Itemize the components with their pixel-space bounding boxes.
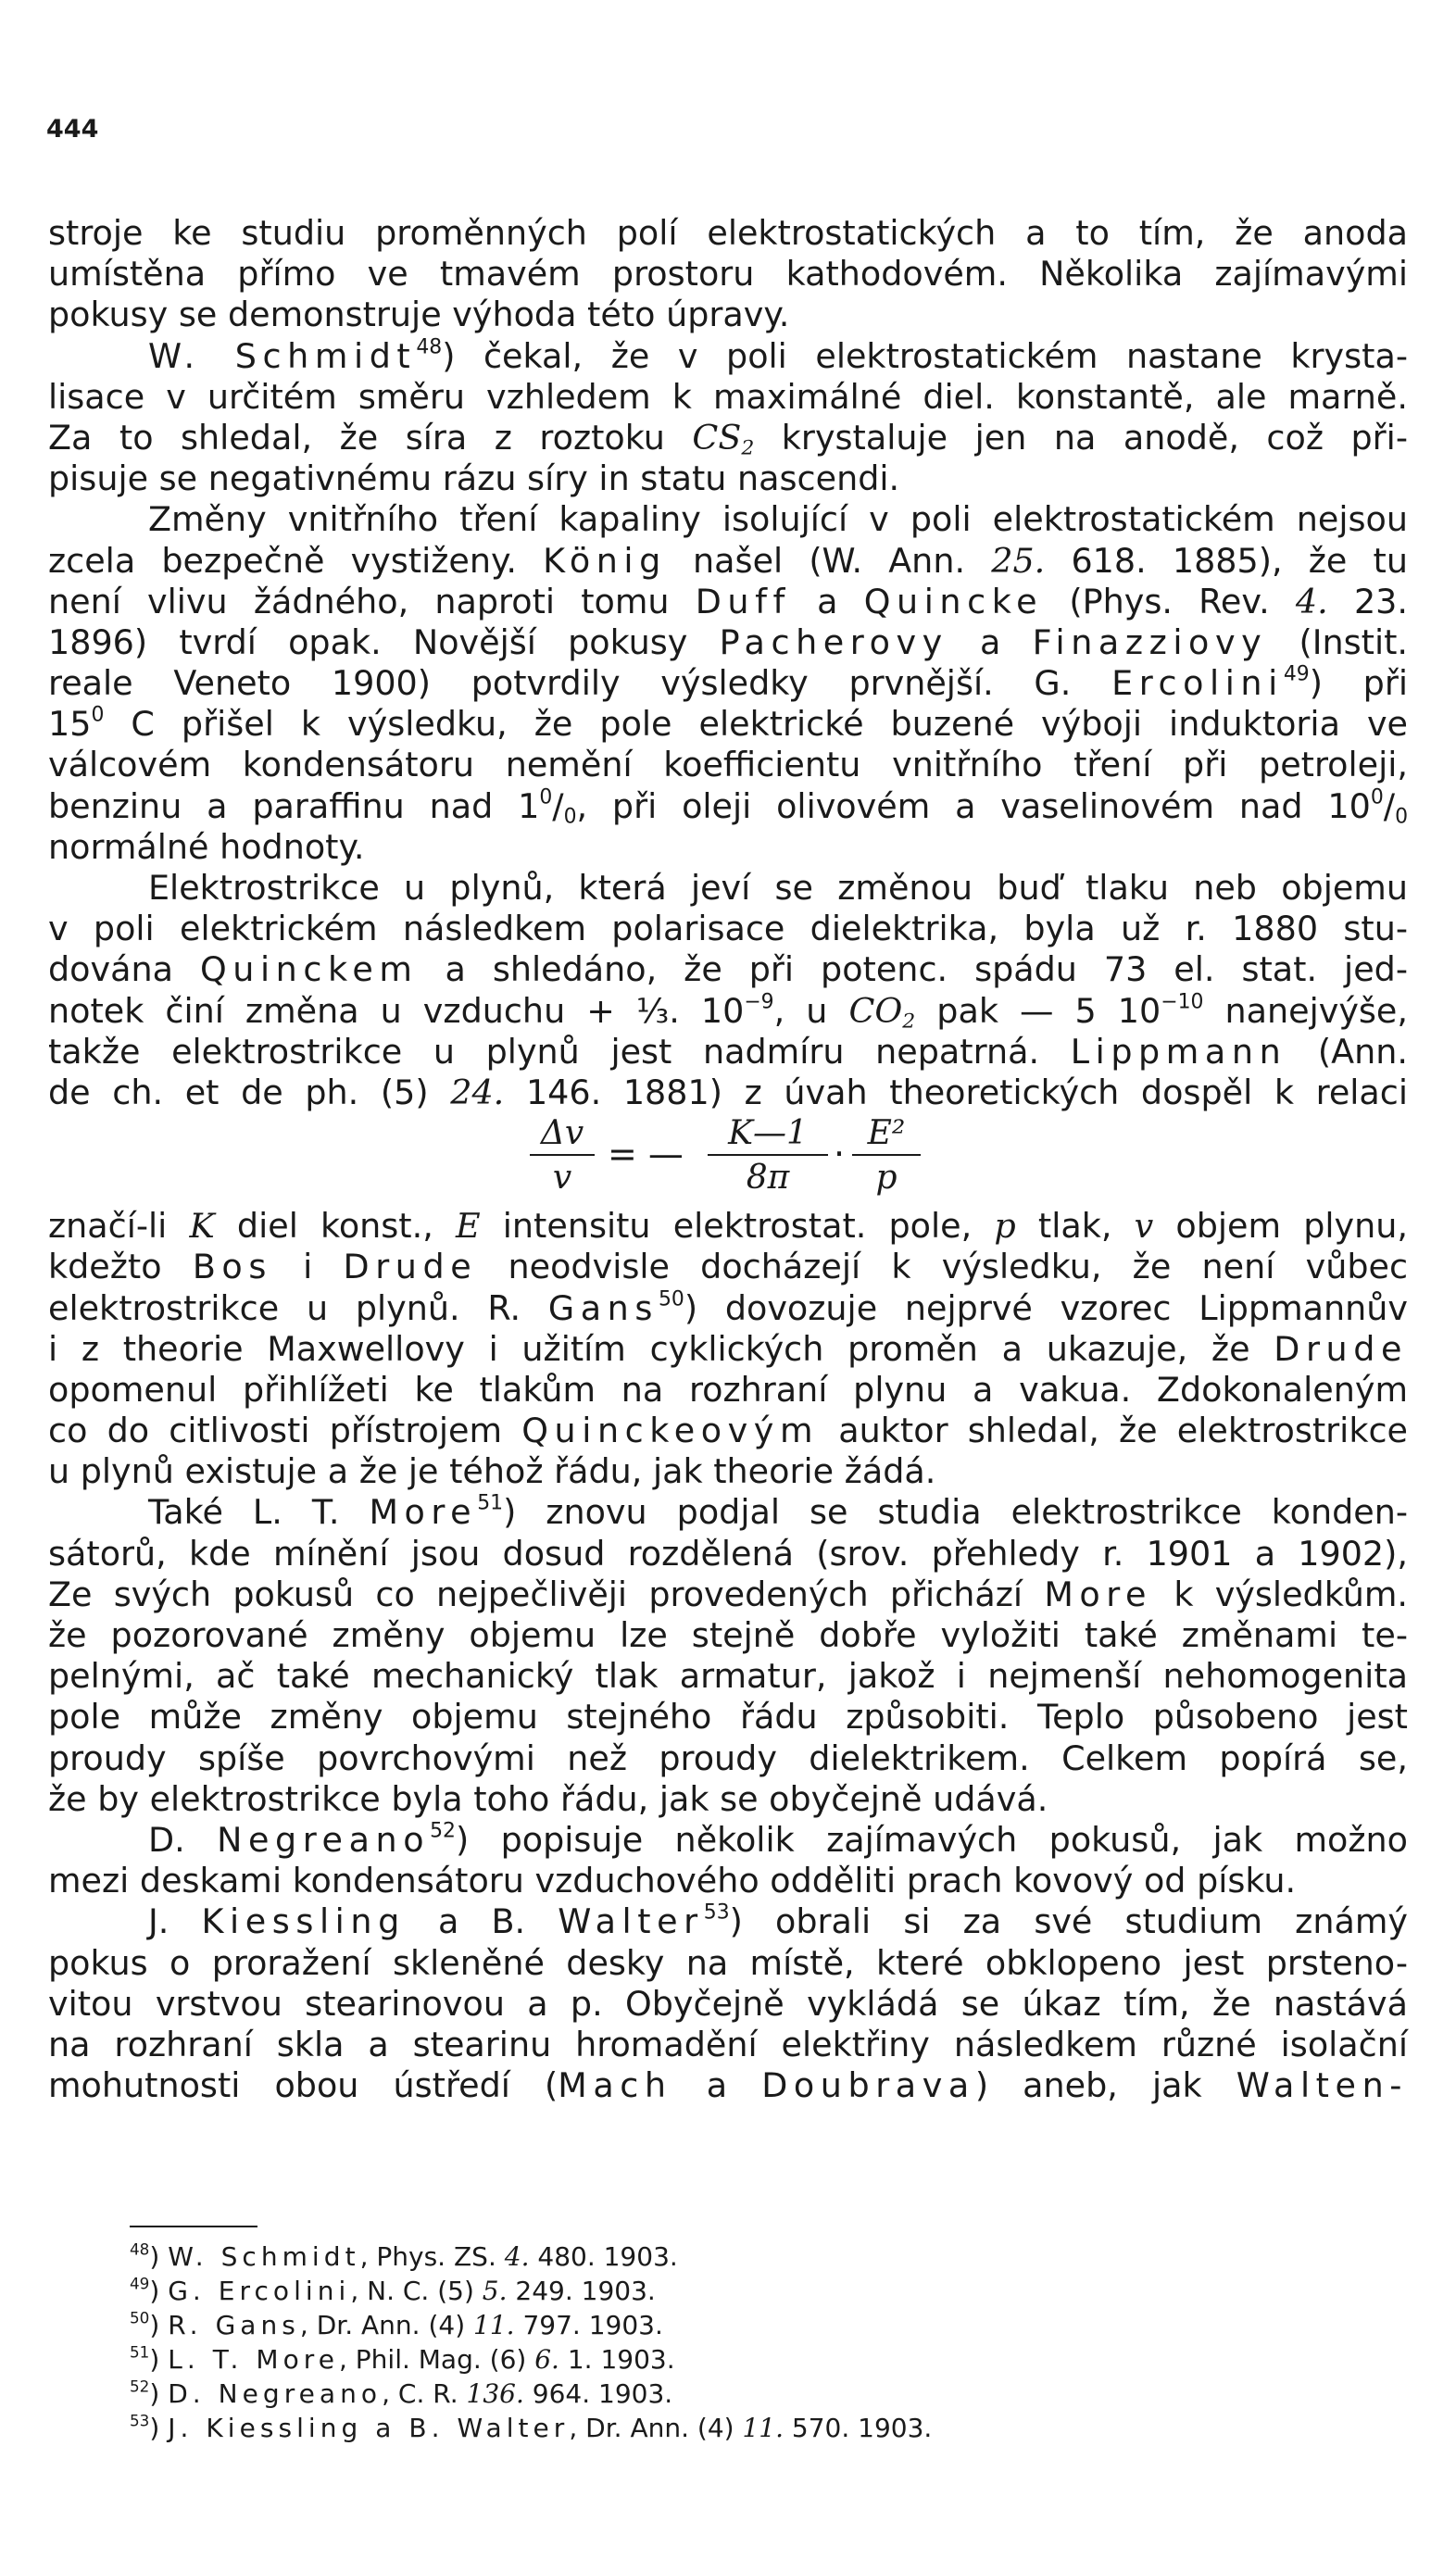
author-name: Duff [695, 581, 791, 621]
text-span: není vlivu žádného, naproti tomu [48, 581, 670, 621]
author-name: More [369, 1492, 478, 1533]
text-span: objem plynu, [1175, 1206, 1408, 1247]
footnote-number: 52 [130, 2377, 150, 2396]
footnote-ref: 50 [658, 1287, 684, 1311]
exponent: −10 [1161, 990, 1204, 1014]
text-span: takže elektrostrikce u plynů jest nadmíru nepatrná. [48, 1031, 1040, 1072]
page-number: 444 [46, 115, 99, 144]
formula-co2: $CO_2$ [848, 990, 916, 1034]
text-span: , u [773, 990, 828, 1031]
text-line [48, 541, 1408, 582]
footnote-number: 49 [130, 2274, 150, 2293]
text-span: diel konst., [236, 1206, 433, 1247]
footnote-author: J. Kiessling a B. Walter [168, 2413, 570, 2443]
text-span: značí-li [48, 1206, 168, 1247]
text-span: i z theorie Maxwellovy i užitím cyklických proměn a ukazuje, že [48, 1328, 1250, 1369]
author-name: Doubrava [761, 2065, 975, 2106]
text-span: notek činí změna u vzduchu + ⅓. 10 [48, 990, 745, 1031]
author-name: Walten- [1236, 2065, 1409, 2106]
text-line: lisace v určitém směru vzhledem k maximálné diel. konstantě, ale marně. [48, 376, 1408, 417]
text-line [48, 1032, 1408, 1073]
text-span: dována [48, 949, 173, 990]
text-span: C přišel k výsledku, že pole elektrické buzené výboji induktoria ve [131, 704, 1409, 745]
text-span: 23. [1353, 581, 1408, 621]
text-line [48, 1206, 1408, 1247]
denominator: 8π [746, 1159, 790, 1198]
text-line: umístěna přímo ve tmavém prostoru kathodovém. Několika zajímavými [48, 254, 1408, 295]
text-line [48, 582, 1408, 622]
text-span: ) čekal, že v poli elektrostatickém nastane krysta- [442, 335, 1409, 376]
author-name: W. Schmidt [148, 335, 417, 376]
numerator: K—1 [708, 1113, 828, 1156]
volume-number: 24. [450, 1072, 505, 1112]
text-span: (Ann. [1317, 1031, 1408, 1072]
text-span: ) obrali si za své studium známý [729, 1901, 1408, 1942]
author-name: Bos [192, 1247, 272, 1287]
volume-number: 11. [473, 2310, 515, 2340]
footnote-number: 48 [130, 2239, 150, 2259]
footnote-ref: 48 [416, 335, 443, 359]
footnote-author: G. Ercolini [168, 2276, 351, 2306]
text-line [48, 949, 1408, 990]
text-line: na rozhraní skla a stearinu hromadění elektřiny následkem různé isolační [48, 2024, 1408, 2064]
footnote-author: L. T. More [168, 2344, 339, 2375]
text-span: 15 [48, 704, 92, 745]
fraction-dv-v [530, 1113, 595, 1197]
text-span: 618. 1885), že tu [1071, 540, 1408, 581]
fraction-k [708, 1113, 828, 1197]
footnote: $^{53}$) J. Kiessling a B. Walter, Dr. Ann. (4) 11. 570. 1903. [130, 2411, 933, 2443]
volume-number: 4. [1295, 581, 1328, 621]
footnote-source: , Phys. ZS. [359, 2241, 496, 2272]
author-name: More [1044, 1574, 1153, 1614]
text-line [48, 1411, 1408, 1451]
text-line [48, 663, 1408, 704]
text-line: pole může změny objemu stejného řádu způsobiti. Teplo působeno jest [48, 1697, 1408, 1737]
text-span: a [980, 621, 1001, 662]
footnotes [130, 2239, 932, 2445]
author-name: Walter [558, 1901, 704, 1942]
text-span: k výsledkům. [1174, 1574, 1408, 1614]
footnote-ref: 49 [1283, 662, 1310, 686]
author-name: Kiessling [201, 1901, 406, 1942]
numerator: E² [852, 1113, 921, 1156]
text-span: Za to shledal, že síra z roztoku [48, 417, 665, 458]
footnote-number: 50 [130, 2308, 150, 2327]
text-line: Elektrostrikce u plynů, která jeví se změnou buď tlaku neb objemu [148, 868, 1408, 908]
text-line: u plynů existuje a že je téhož řádu, jak theorie žádá. [48, 1451, 936, 1492]
text-line: mezi deskami kondensátoru vzduchového odděliti prach kovový od písku. [48, 1861, 1297, 1901]
text-span: neodvisle docházejí k výsledku, že není vůbec [508, 1247, 1409, 1287]
author-name: Lippmann [1070, 1031, 1287, 1072]
text-span: (Instit. [1299, 621, 1409, 662]
footnote: $^{49}$) G. Ercolini, N. C. (5) 5. 249. 1903. [130, 2274, 656, 2306]
body-text [48, 213, 1408, 2106]
multiply-dot: · [834, 1134, 846, 1175]
percent-bottom: 0 [1395, 805, 1408, 829]
text-line: že pozorované změny objemu lze stejně dobře vyložiti také změnami te- [48, 1615, 1408, 1655]
footnote-source: , C. R. [382, 2378, 458, 2409]
footnote-number: 53 [130, 2411, 150, 2430]
text-line [48, 336, 1408, 377]
footnote-pages: 1. 1903. [567, 2344, 675, 2375]
symbol: v [1134, 1206, 1154, 1247]
text-span: a B. [437, 1901, 526, 1942]
text-line: Změny vnitřního tření kapaliny isolující v poli elektrostatickém nejsou [148, 499, 1408, 540]
text-line: opomenul přihlížeti ke tlakům na rozhraní plynu a vakua. Zdokonaleným [48, 1369, 1408, 1410]
text-line [48, 1329, 1408, 1370]
text-line [48, 1574, 1408, 1615]
text-span: de ch. et de ph. (5) [48, 1072, 429, 1112]
denominator: p [875, 1159, 897, 1198]
text-line [48, 418, 1408, 458]
author-name: Ercolini [1111, 663, 1284, 704]
author-name: Quinckem [199, 949, 419, 990]
footnote-pages: 570. 1903. [791, 2413, 933, 2443]
numerator: Δv [530, 1113, 595, 1156]
author-name: Pacherovy [719, 621, 948, 662]
text-line: benzinu a paraffinu nad $1^0/_0$, při oleji olivovém a vaselinovém nad $10^0/_0$ [48, 785, 1408, 829]
text-line: pisuje se negativnému rázu síry in statu nascendi. [48, 458, 900, 499]
author-name: Negreano [217, 1819, 431, 1860]
volume-number: 5. [482, 2276, 508, 2306]
text-span: Také L. T. [148, 1492, 340, 1533]
text-span: a [817, 581, 838, 621]
footnote: $^{48}$) W. Schmidt, Phys. ZS. 4. 480. 1903. [130, 2239, 678, 2272]
text-line [48, 1247, 1408, 1287]
text-span: ) dovozuje nejprvé vzorec Lippmannův [684, 1287, 1408, 1328]
volume-number: 136. [466, 2378, 524, 2409]
text-span: a [706, 2065, 728, 2106]
footnote-pages: 249. 1903. [515, 2276, 656, 2306]
text-span: J. [148, 1901, 169, 1942]
text-span: krystaluje jen na anodě, což při- [781, 417, 1408, 458]
text-span: našel (W. Ann. [693, 540, 966, 581]
text-line: že by elektrostrikce byla toho řádu, jak se obyčejně udává. [48, 1778, 1048, 1819]
author-name: Mach [558, 2065, 672, 2106]
text-line: stroje ke studiu proměnných polí elektrostatických a to tím, že anoda [48, 213, 1408, 253]
text-line: válcovém kondensátoru nemění koefficientu vnitřního tření při petroleji, [48, 745, 1408, 785]
footnote-pages: 797. 1903. [522, 2310, 663, 2340]
exponent: −9 [744, 990, 774, 1014]
volume-number: 25. [991, 540, 1046, 581]
footnote-author: R. Gans [168, 2310, 300, 2340]
symbol: E [455, 1206, 481, 1247]
text-span: mohutnosti obou ústředí ( [48, 2065, 559, 2106]
footnote: $^{51}$) L. T. More, Phil. Mag. (6) 6. 1. 1903. [130, 2342, 675, 2375]
text-line [48, 1820, 1408, 1861]
text-line: pokusy se demonstruje výhoda této úpravy. [48, 295, 790, 335]
text-line: sátorů, kde mínění jsou dosud rozdělená (srov. přehledy r. 1901 a 1902), [48, 1533, 1408, 1574]
text-span: i [303, 1247, 313, 1287]
text-span: ) znovu podjal se studia elektrostrikce konden- [503, 1492, 1409, 1533]
author-name: Quinckeovým [521, 1411, 820, 1451]
footnote-author: W. Schmidt [168, 2241, 360, 2272]
text-span: reale Veneto 1900) potvrdily výsledky prvnější. G. [48, 663, 1072, 704]
text-span: 1896) tvrdí opak. Novější pokusy [48, 621, 688, 662]
footnote-number: 51 [130, 2342, 150, 2362]
text-line [48, 1492, 1408, 1533]
footnote-divider [130, 2226, 257, 2227]
text-span: benzinu a paraffinu nad 1 [48, 785, 540, 826]
footnote-ref: 52 [430, 1819, 456, 1843]
text-line [48, 1288, 1408, 1329]
symbol: p [994, 1206, 1016, 1247]
text-line [48, 622, 1408, 663]
footnote-ref: 51 [477, 1492, 504, 1516]
footnote-pages: 964. 1903. [532, 2378, 673, 2409]
text-line [48, 991, 1408, 1032]
author-name: König [543, 540, 667, 581]
text-line: pokus o proražení skleněné desky na místě, které obklopeno jest prsteno- [48, 1942, 1408, 1983]
text-line [48, 2065, 1408, 2106]
text-line [48, 1073, 1408, 1113]
text-span: 146. 1881) z úvah theoretických dospěl k relaci [525, 1072, 1408, 1112]
text-span: D. [148, 1819, 185, 1860]
footnote-author: D. Negreano [168, 2378, 383, 2409]
text-span: elektrostrikce u plynů. R. [48, 1287, 521, 1328]
percent-top: 0 [1370, 785, 1384, 809]
text-line [48, 1901, 1408, 1942]
text-line: vitou vrstvou stearinovou a p. Obyčejně vykládá se úkaz tím, že nastává [48, 1983, 1408, 2024]
text-line: normálné hodnoty. [48, 826, 365, 867]
text-span: ) aneb, jak [974, 2065, 1202, 2106]
text-line: pelnými, ač také mechanický tlak armatur, jakož i nejmenší nehomogenita [48, 1656, 1408, 1697]
footnote-pages: 480. 1903. [537, 2241, 678, 2272]
percent-bottom: 0 [563, 805, 577, 829]
volume-number: 4. [504, 2241, 530, 2272]
lippmann-formula [48, 1113, 1408, 1206]
equals-minus: = — [608, 1134, 684, 1175]
author-name: Finazziovy [1032, 621, 1268, 662]
author-name: Gans [547, 1287, 659, 1328]
footnote-source: , Phil. Mag. (6) [338, 2344, 527, 2375]
formula-cs2: $CS_2$ [692, 417, 755, 460]
footnote-ref: 53 [703, 1900, 730, 1925]
author-name: Quincke [863, 581, 1044, 621]
volume-number: 6. [534, 2344, 559, 2375]
footnote-source: , N. C. (5) [350, 2276, 474, 2306]
text-span: tlak, [1037, 1206, 1112, 1247]
text-span: , při oleji olivovém a vaselinovém nad 10 [576, 785, 1371, 826]
text-span: ) popisuje několik zajímavých pokusů, jak možno [455, 1819, 1408, 1860]
text-span: auktor shledal, že elektrostrikce [838, 1411, 1408, 1451]
fraction-e-p [852, 1113, 921, 1197]
text-line [48, 704, 1408, 745]
text-span: (Phys. Rev. [1069, 581, 1270, 621]
text-span: intensitu elektrostat. pole, [502, 1206, 973, 1247]
text-span: nanejvýše, [1224, 990, 1408, 1031]
text-span: a shledáno, že při potenc. spádu 73 el. stat. jed- [445, 949, 1408, 990]
author-name: Drude [1274, 1328, 1408, 1369]
text-line: v poli elektrickém následkem polarisace dielektrika, byla už r. 1880 stu- [48, 909, 1408, 949]
degree-mark: 0 [91, 703, 105, 727]
volume-number: 11. [742, 2413, 784, 2443]
text-span: kdežto [48, 1247, 162, 1287]
denominator: v [552, 1159, 572, 1198]
text-span: pak — 5 10 [936, 990, 1161, 1031]
symbol: K [189, 1206, 215, 1247]
text-span: ) při [1309, 663, 1408, 704]
author-name: Drude [343, 1247, 478, 1287]
footnote-source: , Dr. Ann. (4) [569, 2413, 734, 2443]
footnote: $^{50}$) R. Gans, Dr. Ann. (4) 11. 797. 1903. [130, 2308, 663, 2340]
footnote-source: , Dr. Ann. (4) [299, 2310, 466, 2340]
text-span: Ze svých pokusů co nejpečlivěji provedených přichází [48, 1574, 1023, 1614]
text-line: proudy spíše povrchovými než proudy dielektrikem. Celkem popírá se, [48, 1737, 1408, 1778]
text-span: co do citlivosti přístrojem [48, 1411, 503, 1451]
footnote: $^{52}$) D. Negreano, C. R. 136. 964. 1903. [130, 2377, 673, 2409]
percent-top: 0 [539, 785, 553, 809]
text-span: zcela bezpečně vystiženy. [48, 540, 517, 581]
